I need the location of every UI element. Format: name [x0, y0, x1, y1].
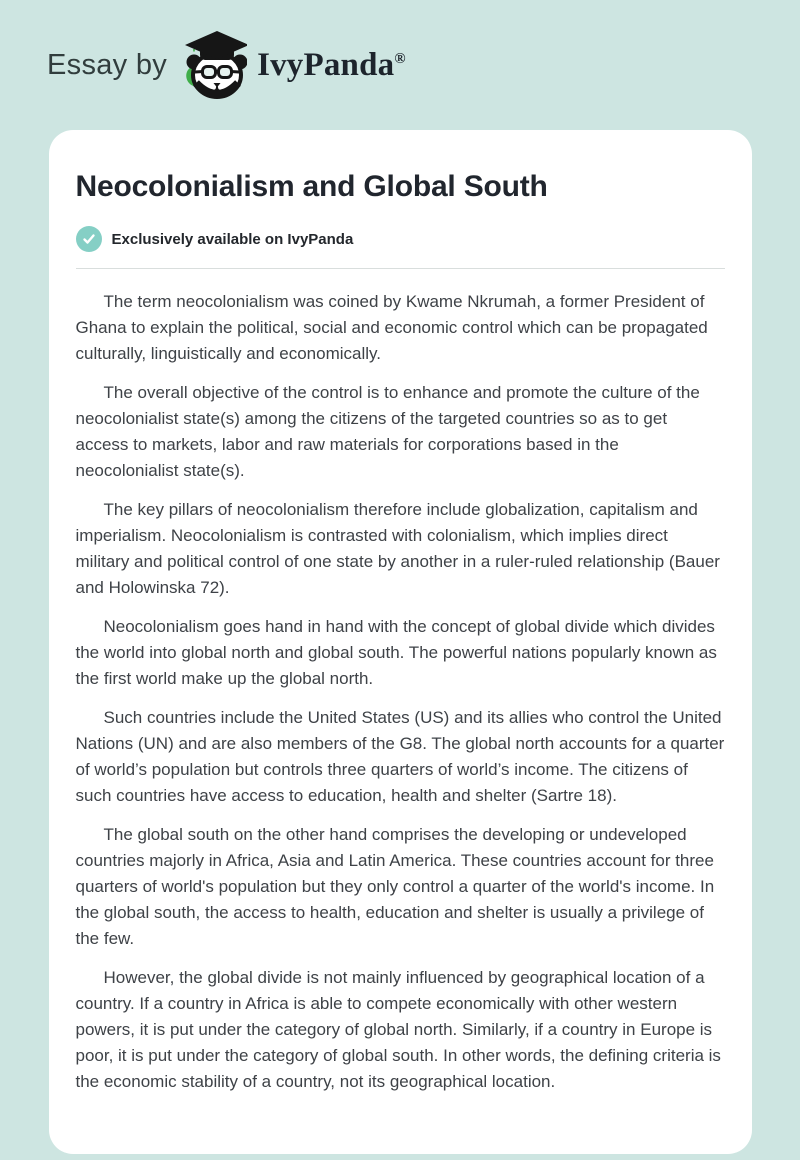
- essay-paragraph: The term neocolonialism was coined by Kwame Nkrumah, a former President of Ghana to explain the political, social and economic control which can be propagated culturally, linguistically and economically.: [75, 292, 708, 363]
- essay-paragraph: The overall objective of the control is to enhance and promote the culture of the neocolonialist state(s) among the citizens of the targeted countries so as to get access to markets, labor and raw materials for corporations based in the neocolonialist state(s).: [75, 383, 700, 480]
- essay-card: [49, 130, 752, 1154]
- brand-text: IvyPanda: [257, 46, 395, 83]
- page-header: [0, 0, 800, 130]
- essay-paragraph: The global south on the other hand comprises the developing or undeveloped countries majorly in Africa, Asia and Latin America. These countries account for three quarters of world's population but they only control a quarter of the world's income. In the global south, the access to health, education and shelter is usually a privilege of the few.: [75, 825, 715, 948]
- badge-text: Exclusively available on IvyPanda: [111, 230, 354, 248]
- essay-paragraph: Neocolonialism goes hand in hand with the concept of global divide which divides the world into global north and global south. The powerful nations popularly known as the first world make up the global north.: [75, 617, 717, 688]
- essay-by-label: Essay by: [47, 48, 168, 81]
- exclusive-badge: [76, 226, 725, 252]
- essay-title: Neocolonialism and Global South: [75, 170, 548, 203]
- brand-name: [257, 47, 406, 84]
- essay-paragraph: Such countries include the United States (US) and its allies who control the United Nations (UN) and are also members of the G8. The global north accounts for a quarter of world’s population but controls three quarters of world’s income. The citizens of such countries have access to education, health and shelter (Sartre 18).: [75, 708, 725, 805]
- check-icon: [76, 226, 102, 252]
- panda-graduation-logo-icon: [181, 29, 247, 101]
- essay-paragraph: The key pillars of neocolonialism therefore include globalization, capitalism and imperialism. Neocolonialism is contrasted with colonialism, which implies direct military and political control of one state by another in a ruler-ruled relationship (Bauer and Holowinska 72).: [75, 500, 720, 597]
- divider: [76, 268, 725, 269]
- essay-paragraph: However, the global divide is not mainly influenced by geographical location of a country. If a country in Africa is able to compete economically with other western powers, it is put under the category of global north. Similarly, if a country in Europe is poor, it is put under the category of global south. In other words, the defining criteria is the economic stability of a country, not its geographical location.: [75, 968, 721, 1091]
- registered-mark: ®: [394, 50, 406, 67]
